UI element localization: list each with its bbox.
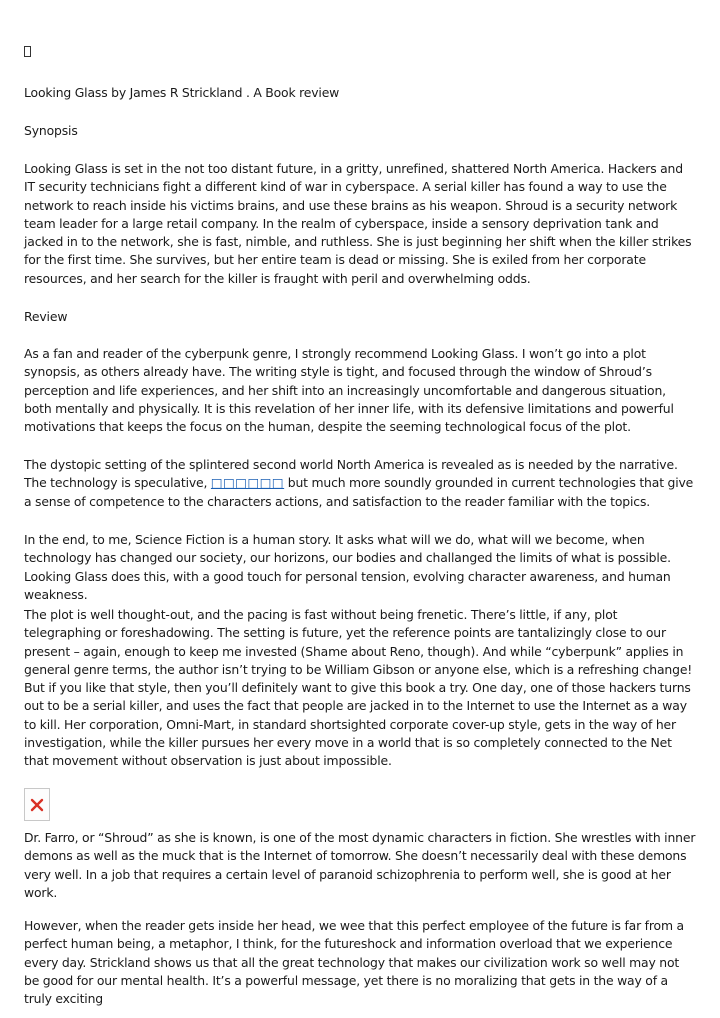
review-paragraph-2 (24, 456, 696, 511)
close-x-icon (30, 798, 44, 812)
document-title: Looking Glass by James R Strickland . A Book review (24, 85, 340, 100)
review-paragraph-2-start: The dystopic setting of the splintered second world North America is revealed as is needed by the narrative. The technology is speculative, (24, 457, 678, 491)
review-paragraph-6: However, when the reader gets inside her head, we wee that this perfect employee of the future is far from a perfect human being, a metaphor, I think, for the futureshock and information overload that we experience every day. Strickland shows us that all the great technology that makes our civilization work so well may not be good for our mental health. It’s a powerful message, yet there is no moralizing that gets in the way of a truly exciting (24, 918, 684, 1007)
review-paragraph-3: In the end, to me, Science Fiction is a human story. It asks what will we do, what will we become, when technology has changed our society, our horizons, our bodies and challanged the limits of what is possible. Looking Glass does this, with a good touch for personal tension, evolving character awareness, and human weakness. (24, 532, 671, 602)
synopsis-paragraph: Looking Glass is set in the not too distant future, in a gritty, unrefined, shattered North America. Hackers and IT security technicians fight a different kind of war in cyberspace. A serial killer has found a way to use the network to reach inside his victims brains, and use these brains as his weapon. Shroud is a security network team leader for a large retail company. In the realm of cyberspace, inside a sensory deprivation tank and jacked in to the network, she is fast, nimble, and ruthless. She is just beginning her shift when the killer strikes for the first time. She survives, but her entire team is dead or missing. She is exiled from her corporate resources, and her search for the killer is fraught with peril and overwhelming odds. (24, 161, 692, 286)
review-paragraph-5: Dr. Farro, or “Shroud” as she is known, is one of the most dynamic characters in fiction. She wrestles with inner demons as well as the muck that is the Internet of tomorrow. She doesn’t necessarily deal with these demons very well. In a job that requires a certain level of paranoid schizophrenia to perform well, she is good at her work. (24, 830, 696, 900)
review-paragraph-4: The plot is well thought-out, and the pacing is fast without being frenetic. There’s little, if any, plot telegraphing or foreshadowing. The setting is future, yet the reference points are tantalizingly close to our present – again, enough to keep me invested (Shame about Reno, though). And while “cyberpunk” applies in general genre terms, the author isn’t trying to be William Gibson or anyone else, which is a refreshing change! But if you like that style, then you’ll definitely want to give this book a try. One day, one of those hackers turns out to be a serial killer, and uses the fact that people are jacked in to the Internet to use the Internet as a way to kill. Her corporation, Omni-Mart, in standard shortsighted corporate cover-up style, gets in the way of her investigation, while the killer pursues her every move in a world that is so completely connected to the Net that movement without observation is just about impossible. (24, 607, 693, 769)
speculative-link[interactable]: □□□□□□ (210, 475, 285, 491)
review-paragraph-2-end: but much more soundly grounded in current technologies that give a sense of competence to the characters actions, and satisfaction to the reader familiar with the topics. (24, 475, 694, 509)
missing-glyph-icon (24, 46, 31, 57)
synopsis-heading: Synopsis (24, 123, 78, 138)
broken-image-icon (24, 788, 50, 821)
review-paragraph-1: As a fan and reader of the cyberpunk genre, I strongly recommend Looking Glass. I won’t go into a plot synopsis, as others already have. The writing style is tight, and focused through the window of Shroud’s perception and life experiences, and her shift into an increasingly uncomfortable and dangerous situation, both mentally and physically. It is this revelation of her inner life, with its defensive limitations and powerful motivations that keeps the focus on the human, despite the seeming technological focus of the plot. (24, 346, 674, 435)
review-heading: Review (24, 309, 68, 324)
